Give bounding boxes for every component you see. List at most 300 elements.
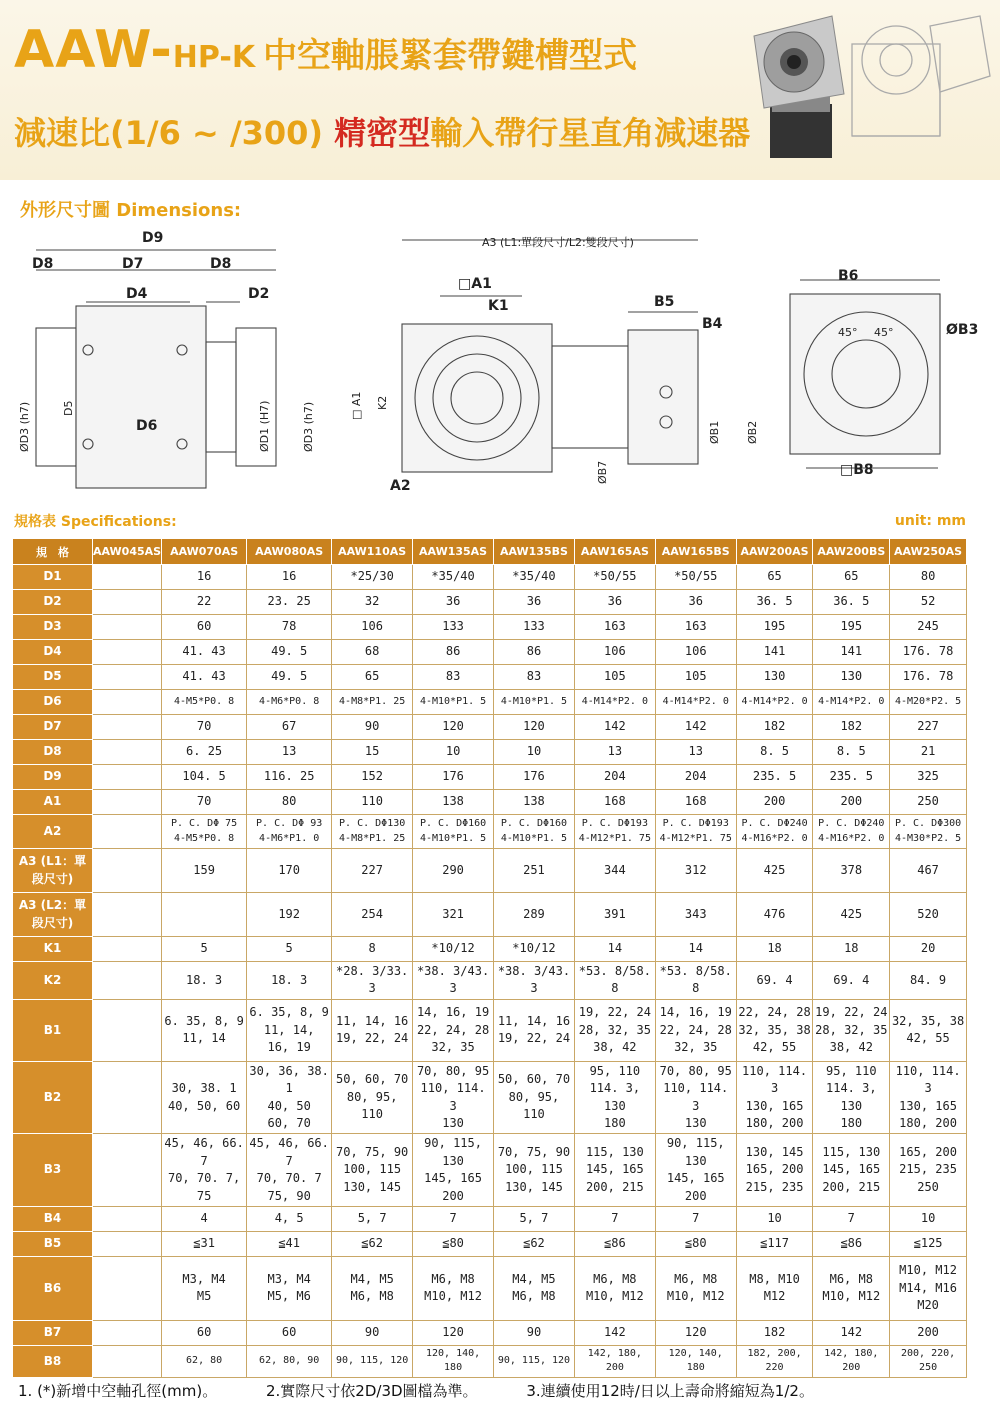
label-b2: ØB2 <box>746 420 759 444</box>
table-cell: 22 <box>162 590 247 615</box>
table-cell: 235. 5 <box>736 765 813 790</box>
table-cell: 4-M14*P2. 0 <box>574 690 655 715</box>
table-cell: 36. 5 <box>813 590 890 615</box>
table-cell: 105 <box>574 665 655 690</box>
label-d8: D8 <box>32 256 54 272</box>
table-cell: 120 <box>413 1320 494 1345</box>
table-cell: 115, 130 145, 165 200, 215 <box>813 1134 890 1207</box>
table-cell: 83 <box>494 665 575 690</box>
table-cell: M3, M4 M5, M6 <box>247 1256 332 1320</box>
label-d4: D4 <box>126 286 148 302</box>
table-cell: 182 <box>736 1320 813 1345</box>
table-cell: 170 <box>247 849 332 893</box>
table-cell: 86 <box>494 640 575 665</box>
table-row <box>13 715 967 740</box>
table-cell: 41. 43 <box>162 665 247 690</box>
column-header: AAW135AS <box>413 539 494 565</box>
table-cell: *38. 3/43. 3 <box>494 962 575 1000</box>
table-cell: 130, 145 165, 200 215, 235 <box>736 1134 813 1207</box>
table-cell: 106 <box>574 640 655 665</box>
table-cell: 141 <box>736 640 813 665</box>
table-cell: 16 <box>162 565 247 590</box>
table-cell: 7 <box>413 1206 494 1231</box>
table-cell: M3, M4 M5 <box>162 1256 247 1320</box>
table-row <box>13 849 967 893</box>
table-cell: 18. 3 <box>162 962 247 1000</box>
label-d1: ØD1 (H7) <box>258 400 271 452</box>
table-cell: 4-M8*P1. 25 <box>332 690 413 715</box>
table-cell: 159 <box>162 849 247 893</box>
table-cell <box>93 715 162 740</box>
footnote: 2.實際尺寸依2D/3D圖檔為準。 <box>266 1382 478 1400</box>
table-header-row <box>13 539 967 565</box>
table-cell: ≦80 <box>413 1231 494 1256</box>
table-cell: M6, M8 M10, M12 <box>655 1256 736 1320</box>
table-corner-header: 規 格 <box>13 539 93 565</box>
table-cell: 163 <box>574 615 655 640</box>
table-cell: 142 <box>655 715 736 740</box>
label-k2: K2 <box>376 395 389 410</box>
table-cell: 21 <box>890 740 967 765</box>
table-cell: 13 <box>574 740 655 765</box>
table-cell: 52 <box>890 590 967 615</box>
table-cell: 133 <box>494 615 575 640</box>
row-label: B4 <box>13 1206 93 1231</box>
table-cell: ≦41 <box>247 1231 332 1256</box>
table-cell: 344 <box>574 849 655 893</box>
label-d6: D6 <box>136 418 158 434</box>
table-cell: 142, 180, 200 <box>813 1345 890 1377</box>
table-cell <box>93 665 162 690</box>
table-cell: ≦117 <box>736 1231 813 1256</box>
table-cell: 165, 200 215, 235 250 <box>890 1134 967 1207</box>
spec-table <box>12 538 967 1378</box>
title-model-prefix: AAW <box>14 20 151 80</box>
row-label: D4 <box>13 640 93 665</box>
table-cell: 476 <box>736 893 813 937</box>
table-cell: 62, 80, 90 <box>247 1345 332 1377</box>
table-cell: 120 <box>413 715 494 740</box>
table-cell: 36 <box>494 590 575 615</box>
table-cell: 8 <box>332 937 413 962</box>
table-cell: 250 <box>890 790 967 815</box>
label-a1-vertical: □ A1 <box>350 391 363 420</box>
row-label: D9 <box>13 765 93 790</box>
table-cell: *35/40 <box>413 565 494 590</box>
table-cell: 120 <box>494 715 575 740</box>
table-cell: 49. 5 <box>247 640 332 665</box>
subtitle-description: 輸入帶行星直角減速器 <box>430 114 751 152</box>
table-row <box>13 1061 967 1134</box>
table-row <box>13 1345 967 1377</box>
table-cell: 10 <box>736 1206 813 1231</box>
table-cell: 90 <box>332 715 413 740</box>
page-title <box>14 20 637 80</box>
table-cell: 49. 5 <box>247 665 332 690</box>
table-cell: 60 <box>162 615 247 640</box>
table-cell: 142 <box>574 1320 655 1345</box>
table-cell: 70 <box>162 790 247 815</box>
title-model-k: K <box>231 40 256 75</box>
table-row <box>13 690 967 715</box>
table-cell <box>93 962 162 1000</box>
table-row <box>13 1320 967 1345</box>
table-cell: 36 <box>574 590 655 615</box>
table-cell: 13 <box>247 740 332 765</box>
table-cell: *53. 8/58. 8 <box>655 962 736 1000</box>
table-row <box>13 640 967 665</box>
table-cell: 4-M10*P1. 5 <box>413 690 494 715</box>
product-image <box>740 6 1000 176</box>
table-row <box>13 1134 967 1207</box>
table-cell: 19, 22, 24 28, 32, 35 38, 42 <box>574 999 655 1061</box>
table-cell: 176. 78 <box>890 665 967 690</box>
table-cell: 195 <box>736 615 813 640</box>
table-cell: 70, 75, 90 100, 115 130, 145 <box>332 1134 413 1207</box>
label-b1: ØB1 <box>708 420 721 444</box>
table-cell <box>162 893 247 937</box>
table-row <box>13 1256 967 1320</box>
table-cell: 11, 14, 16 19, 22, 24 <box>494 999 575 1061</box>
table-cell: 425 <box>736 849 813 893</box>
subtitle-precision: 精密型 <box>334 114 431 152</box>
label-angle: 45° <box>874 326 894 339</box>
table-cell: M10, M12 M14, M16 M20 <box>890 1256 967 1320</box>
table-row <box>13 665 967 690</box>
table-cell <box>93 1206 162 1231</box>
table-cell: 116. 25 <box>247 765 332 790</box>
table-cell: 68 <box>332 640 413 665</box>
table-cell: 36. 5 <box>736 590 813 615</box>
table-cell: 69. 4 <box>813 962 890 1000</box>
table-cell: 95, 110 114. 3, 130 180 <box>813 1061 890 1134</box>
row-label: D3 <box>13 615 93 640</box>
dimension-drawings <box>0 220 1000 510</box>
table-cell: 235. 5 <box>813 765 890 790</box>
table-cell: 10 <box>890 1206 967 1231</box>
table-cell: 142 <box>574 715 655 740</box>
table-row <box>13 590 967 615</box>
table-cell: 200, 220, 250 <box>890 1345 967 1377</box>
table-cell: 23. 25 <box>247 590 332 615</box>
table-cell: 182 <box>736 715 813 740</box>
table-cell: 65 <box>736 565 813 590</box>
table-cell: 7 <box>574 1206 655 1231</box>
table-row <box>13 740 967 765</box>
table-cell: *10/12 <box>494 937 575 962</box>
table-cell: 138 <box>494 790 575 815</box>
table-cell: 227 <box>332 849 413 893</box>
table-cell: ≦62 <box>494 1231 575 1256</box>
table-cell: M6, M8 M10, M12 <box>813 1256 890 1320</box>
title-model-series: HP <box>172 40 220 75</box>
table-row <box>13 615 967 640</box>
row-label: B2 <box>13 1061 93 1134</box>
table-cell: 200 <box>813 790 890 815</box>
label-angle: 45° <box>838 326 858 339</box>
table-cell: 104. 5 <box>162 765 247 790</box>
table-cell: 90, 115, 120 <box>332 1345 413 1377</box>
table-cell: 80 <box>890 565 967 590</box>
table-cell: 41. 43 <box>162 640 247 665</box>
subtitle-ratio: 減速比(1/6 ~ /300) <box>14 114 324 152</box>
table-cell: 10 <box>494 740 575 765</box>
table-cell <box>93 937 162 962</box>
table-cell: 321 <box>413 893 494 937</box>
table-cell: 120, 140, 180 <box>413 1345 494 1377</box>
table-cell <box>93 1256 162 1320</box>
table-cell: 70, 80, 95 110, 114. 3 130 <box>413 1061 494 1134</box>
table-cell: P. C. DΦ240 4-M16*P2. 0 <box>736 815 813 849</box>
table-cell: 5, 7 <box>494 1206 575 1231</box>
table-cell: 378 <box>813 849 890 893</box>
table-cell: 182, 200, 220 <box>736 1345 813 1377</box>
table-row <box>13 815 967 849</box>
table-cell: 168 <box>574 790 655 815</box>
table-cell: 4-M6*P0. 8 <box>247 690 332 715</box>
table-cell: 200 <box>736 790 813 815</box>
table-cell: 5, 7 <box>332 1206 413 1231</box>
table-cell: M4, M5 M6, M8 <box>332 1256 413 1320</box>
table-cell: 120, 140, 180 <box>655 1345 736 1377</box>
table-cell: 7 <box>655 1206 736 1231</box>
table-cell <box>93 690 162 715</box>
dimensions-heading: 外形尺寸圖 Dimensions: <box>20 200 242 221</box>
table-cell: 67 <box>247 715 332 740</box>
spec-heading: 規格表 Specifications: <box>14 514 177 530</box>
table-cell: 133 <box>413 615 494 640</box>
table-cell: 45, 46, 66. 7 70, 70. 7 75, 90 <box>247 1134 332 1207</box>
column-header: AAW200BS <box>813 539 890 565</box>
table-cell: *28. 3/33. 3 <box>332 962 413 1000</box>
table-cell: 8. 5 <box>813 740 890 765</box>
column-header: AAW250AS <box>890 539 967 565</box>
table-cell: 5 <box>247 937 332 962</box>
table-cell: ≦80 <box>655 1231 736 1256</box>
table-cell: ≦86 <box>574 1231 655 1256</box>
table-cell: 110 <box>332 790 413 815</box>
table-cell: 200 <box>890 1320 967 1345</box>
table-cell: 195 <box>813 615 890 640</box>
table-cell: 120 <box>655 1320 736 1345</box>
table-cell: 168 <box>655 790 736 815</box>
table-cell: 4-M10*P1. 5 <box>494 690 575 715</box>
table-cell: *10/12 <box>413 937 494 962</box>
table-cell <box>93 1061 162 1134</box>
footnote: 3.連續使用12時/日以上壽命將縮短為1/2。 <box>526 1382 814 1400</box>
label-k1: K1 <box>488 298 509 314</box>
table-cell: 84. 9 <box>890 962 967 1000</box>
table-cell: 289 <box>494 893 575 937</box>
table-cell: 14, 16, 19 22, 24, 28 32, 35 <box>413 999 494 1061</box>
table-cell: 6. 35, 8, 9 11, 14 <box>162 999 247 1061</box>
table-cell: 5 <box>162 937 247 962</box>
table-cell: P. C. DΦ 93 4-M6*P1. 0 <box>247 815 332 849</box>
table-cell: 163 <box>655 615 736 640</box>
table-cell: 4-M14*P2. 0 <box>736 690 813 715</box>
table-cell: 176. 78 <box>890 640 967 665</box>
table-cell: 18. 3 <box>247 962 332 1000</box>
table-cell: 467 <box>890 849 967 893</box>
table-cell: 182 <box>813 715 890 740</box>
table-cell: 78 <box>247 615 332 640</box>
column-header: AAW165BS <box>655 539 736 565</box>
table-cell: 14 <box>655 937 736 962</box>
header-banner <box>0 0 1000 180</box>
table-cell <box>93 1231 162 1256</box>
table-cell: 204 <box>574 765 655 790</box>
label-a2: A2 <box>390 478 411 494</box>
table-cell: 290 <box>413 849 494 893</box>
page-subtitle <box>14 108 750 154</box>
table-cell: 254 <box>332 893 413 937</box>
table-cell <box>93 640 162 665</box>
row-label: A3 (L2：單段尺寸) <box>13 893 93 937</box>
table-cell: M8, M10 M12 <box>736 1256 813 1320</box>
table-cell: 36 <box>413 590 494 615</box>
row-label: K1 <box>13 937 93 962</box>
table-cell: 425 <box>813 893 890 937</box>
table-cell: 70, 80, 95 110, 114. 3 130 <box>655 1061 736 1134</box>
table-cell: ≦125 <box>890 1231 967 1256</box>
table-cell: 138 <box>413 790 494 815</box>
table-cell: 312 <box>655 849 736 893</box>
row-label: A3 (L1：單段尺寸) <box>13 849 93 893</box>
spec-table-body <box>13 565 967 1378</box>
row-label: D8 <box>13 740 93 765</box>
table-cell: 8. 5 <box>736 740 813 765</box>
table-cell: 32 <box>332 590 413 615</box>
table-row <box>13 565 967 590</box>
table-cell: 6. 35, 8, 9 11, 14, 16, 19 <box>247 999 332 1061</box>
side-view-drawing <box>36 250 276 488</box>
label-d3: ØD3 (h7) <box>302 401 315 452</box>
table-cell: 192 <box>247 893 332 937</box>
table-cell <box>93 849 162 893</box>
label-a3: A3 (L1:單段尺寸/L2:雙段尺寸) <box>482 236 634 249</box>
table-cell: P. C. DΦ 75 4-M5*P0. 8 <box>162 815 247 849</box>
column-header: AAW135BS <box>494 539 575 565</box>
table-row <box>13 765 967 790</box>
table-cell: 4 <box>162 1206 247 1231</box>
title-separator: - <box>150 20 173 80</box>
table-cell: P. C. DΦ160 4-M10*P1. 5 <box>494 815 575 849</box>
footnote: 1. (*)新增中空軸孔徑(mm)。 <box>18 1382 218 1400</box>
label-b5: B5 <box>654 294 675 310</box>
table-cell: 142 <box>813 1320 890 1345</box>
table-cell: 95, 110 114. 3, 130 180 <box>574 1061 655 1134</box>
table-cell: 325 <box>890 765 967 790</box>
table-cell: 227 <box>890 715 967 740</box>
table-cell: 19, 22, 24 28, 32, 35 38, 42 <box>813 999 890 1061</box>
table-cell: P. C. DΦ300 4-M30*P2. 5 <box>890 815 967 849</box>
label-b7: ØB7 <box>596 460 609 484</box>
table-cell: 110, 114. 3 130, 165 180, 200 <box>890 1061 967 1134</box>
table-cell <box>93 615 162 640</box>
table-cell: 90, 115, 130 145, 165 200 <box>413 1134 494 1207</box>
row-label: B8 <box>13 1345 93 1377</box>
table-cell: 152 <box>332 765 413 790</box>
table-cell: 22, 24, 28 32, 35, 38 42, 55 <box>736 999 813 1061</box>
table-cell: *53. 8/58. 8 <box>574 962 655 1000</box>
table-cell: 141 <box>813 640 890 665</box>
table-cell <box>93 815 162 849</box>
row-label: B5 <box>13 1231 93 1256</box>
table-cell: 106 <box>332 615 413 640</box>
column-header: AAW200AS <box>736 539 813 565</box>
table-cell: P. C. DΦ193 4-M12*P1. 75 <box>574 815 655 849</box>
table-cell: 70 <box>162 715 247 740</box>
table-cell <box>93 1345 162 1377</box>
title-separator: - <box>219 40 232 75</box>
table-cell <box>93 1320 162 1345</box>
label-d5: D5 <box>62 400 75 416</box>
table-row <box>13 999 967 1061</box>
table-cell <box>93 740 162 765</box>
table-cell: 90 <box>332 1320 413 1345</box>
label-d2: D2 <box>248 286 270 302</box>
row-label: D7 <box>13 715 93 740</box>
flange-view-drawing <box>790 280 940 468</box>
table-cell: 4-M5*P0. 8 <box>162 690 247 715</box>
table-cell: 30, 38. 1 40, 50, 60 <box>162 1061 247 1134</box>
table-cell: 80 <box>247 790 332 815</box>
table-cell: 36 <box>655 590 736 615</box>
table-cell: 106 <box>655 640 736 665</box>
table-cell: 18 <box>736 937 813 962</box>
table-cell: 83 <box>413 665 494 690</box>
table-cell: 7 <box>813 1206 890 1231</box>
front-view-drawing <box>402 240 698 472</box>
table-cell: 130 <box>736 665 813 690</box>
table-cell: 10 <box>413 740 494 765</box>
table-cell: P. C. DΦ240 4-M16*P2. 0 <box>813 815 890 849</box>
table-row <box>13 1206 967 1231</box>
table-cell: 4-M20*P2. 5 <box>890 690 967 715</box>
table-cell: 115, 130 145, 165 200, 215 <box>574 1134 655 1207</box>
table-cell: ≦62 <box>332 1231 413 1256</box>
table-row <box>13 937 967 962</box>
table-cell: 70, 75, 90 100, 115 130, 145 <box>494 1134 575 1207</box>
row-label: B1 <box>13 999 93 1061</box>
table-row <box>13 893 967 937</box>
table-cell: 18 <box>813 937 890 962</box>
table-cell: 45, 46, 66. 7 70, 70. 7, 75 <box>162 1134 247 1207</box>
table-cell: 142, 180, 200 <box>574 1345 655 1377</box>
column-header: AAW110AS <box>332 539 413 565</box>
label-b4: B4 <box>702 316 723 332</box>
table-cell: 90, 115, 120 <box>494 1345 575 1377</box>
footnotes <box>18 1380 858 1401</box>
table-cell: *38. 3/43. 3 <box>413 962 494 1000</box>
table-cell: 105 <box>655 665 736 690</box>
table-cell <box>93 893 162 937</box>
row-label: D6 <box>13 690 93 715</box>
table-cell: M6, M8 M10, M12 <box>413 1256 494 1320</box>
row-label: A1 <box>13 790 93 815</box>
table-cell: 90 <box>494 1320 575 1345</box>
table-cell: 13 <box>655 740 736 765</box>
table-cell: 4, 5 <box>247 1206 332 1231</box>
column-header: AAW080AS <box>247 539 332 565</box>
column-header: AAW070AS <box>162 539 247 565</box>
table-cell: 520 <box>890 893 967 937</box>
table-cell: 11, 14, 16 19, 22, 24 <box>332 999 413 1061</box>
table-cell <box>93 565 162 590</box>
table-cell: 251 <box>494 849 575 893</box>
table-cell: M4, M5 M6, M8 <box>494 1256 575 1320</box>
table-cell: P. C. DΦ193 4-M12*P1. 75 <box>655 815 736 849</box>
